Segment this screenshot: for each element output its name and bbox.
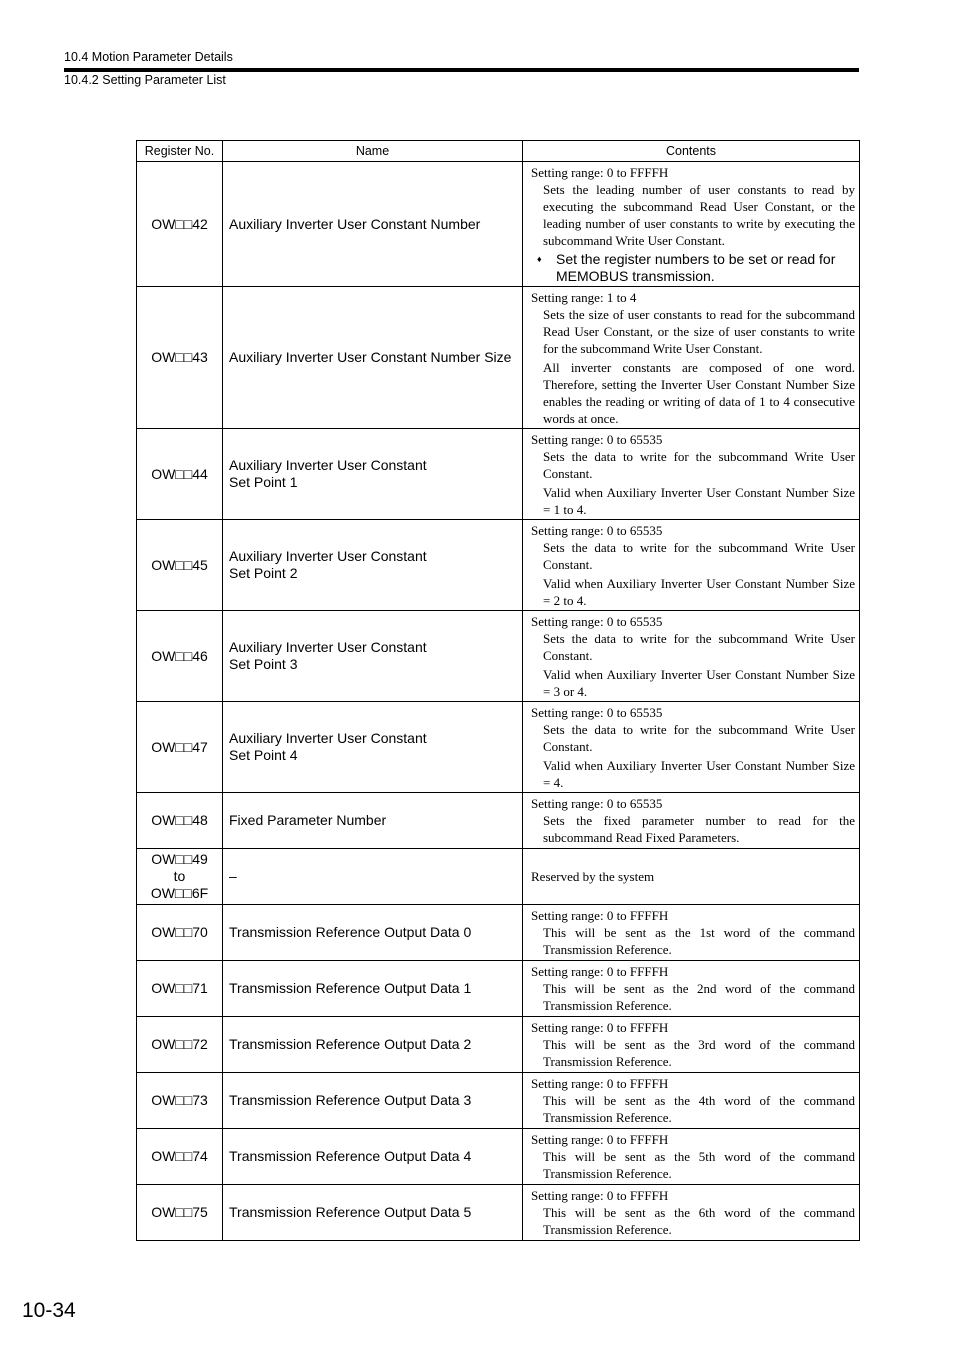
table-row — [137, 162, 860, 287]
table-row — [137, 905, 860, 961]
register-number: OW□□43 — [137, 287, 223, 429]
parameter-name: Transmission Reference Output Data 0 — [223, 905, 523, 961]
table-row — [137, 961, 860, 1017]
description-text: Reserved by the system — [531, 869, 655, 884]
parameter-contents — [523, 520, 860, 611]
description-text: Sets the data to write for the subcommand Write User Constant. — [543, 539, 855, 572]
table-row — [137, 849, 860, 905]
description-text: This will be sent as the 6th word of the command Transmission Reference. — [543, 1205, 855, 1237]
parameter-name: Fixed Parameter Number — [223, 793, 523, 849]
name-line: Auxiliary Inverter User Constant — [229, 548, 427, 564]
parameter-contents — [523, 793, 860, 849]
parameter-name: Transmission Reference Output Data 2 — [223, 1017, 523, 1073]
register-number: OW□□75 — [137, 1185, 223, 1241]
table-row — [137, 793, 860, 849]
description-text: This will be sent as the 5th word of the command Transmission Reference. — [543, 1149, 855, 1181]
parameter-contents — [523, 611, 860, 702]
setting-range: Setting range: 0 to FFFFH — [531, 164, 669, 180]
parameter-name — [223, 611, 523, 702]
parameter-contents — [523, 702, 860, 793]
description-text: Valid when Auxiliary Inverter User Constant Number Size = 2 to 4. — [543, 575, 855, 608]
setting-range: Setting range: 0 to 65535 — [531, 796, 663, 811]
setting-range: Setting range: 0 to FFFFH — [531, 1020, 669, 1035]
parameter-name: Transmission Reference Output Data 3 — [223, 1073, 523, 1129]
table-row — [137, 702, 860, 793]
setting-range: Setting range: 0 to 65535 — [531, 704, 663, 720]
parameter-contents — [523, 162, 860, 287]
register-line: OW□□6F — [150, 885, 209, 901]
parameter-name — [223, 702, 523, 793]
table-row — [137, 520, 860, 611]
table-row — [137, 611, 860, 702]
parameter-name: Transmission Reference Output Data 4 — [223, 1129, 523, 1185]
register-number: OW□□44 — [137, 429, 223, 520]
parameter-contents — [523, 1185, 860, 1241]
parameter-contents — [523, 1129, 860, 1185]
parameter-name: Transmission Reference Output Data 1 — [223, 961, 523, 1017]
description-text: Valid when Auxiliary Inverter User Constant Number Size = 1 to 4. — [543, 484, 855, 517]
name-line: Set Point 4 — [229, 747, 298, 763]
page-number: 10-34 — [22, 1299, 76, 1322]
column-header-name: Name — [223, 141, 523, 162]
setting-range: Setting range: 0 to 65535 — [531, 431, 663, 447]
name-line: Auxiliary Inverter User Constant — [229, 457, 427, 473]
table-row — [137, 1073, 860, 1129]
bullet-note: ♦ Set the register numbers to be set or read for MEMOBUS transmission. — [531, 251, 855, 285]
description-text: Sets the leading number of user constants to read by executing the subcommand Read User Constant, or the leading number of user constants to write by executing the subcommand Write User Constant. — [543, 181, 855, 248]
parameter-contents — [523, 1017, 860, 1073]
register-line: OW□□49 — [151, 851, 208, 867]
description-text: Valid when Auxiliary Inverter User Constant Number Size = 3 or 4. — [543, 666, 855, 699]
parameter-contents — [523, 849, 860, 905]
setting-range: Setting range: 0 to 65535 — [531, 522, 663, 538]
setting-range: Setting range: 1 to 4 — [531, 289, 637, 305]
description-text: This will be sent as the 3rd word of the command Transmission Reference. — [543, 1037, 855, 1069]
table-row — [137, 1185, 860, 1241]
register-number: OW□□71 — [137, 961, 223, 1017]
register-number: OW□□47 — [137, 702, 223, 793]
name-line: Set Point 2 — [229, 565, 298, 581]
description-text: Valid when Auxiliary Inverter User Constant Number Size = 4. — [543, 757, 855, 790]
table-row — [137, 1017, 860, 1073]
section-header: 10.4 Motion Parameter Details — [64, 50, 233, 64]
column-header-register: Register No. — [137, 141, 223, 162]
table-row — [137, 1129, 860, 1185]
description-text: Sets the size of user constants to read for the subcommand Read User Constant, or the size of user constants to write for the subcommand Write User Constant. — [543, 306, 855, 356]
description-text: Sets the data to write for the subcommand Write User Constant. — [543, 630, 855, 663]
parameter-contents — [523, 905, 860, 961]
description-text: Sets the fixed parameter number to read for the subcommand Read Fixed Parameters. — [543, 813, 855, 845]
setting-range: Setting range: 0 to FFFFH — [531, 1076, 669, 1091]
description-text: This will be sent as the 1st word of the command Transmission Reference. — [543, 925, 855, 957]
description-text: Sets the data to write for the subcommand Write User Constant. — [543, 721, 855, 754]
register-line: to — [173, 868, 186, 884]
table-row — [137, 287, 860, 429]
parameter-name: Transmission Reference Output Data 5 — [223, 1185, 523, 1241]
description-text: This will be sent as the 4th word of the command Transmission Reference. — [543, 1093, 855, 1125]
register-number: OW□□74 — [137, 1129, 223, 1185]
parameter-contents — [523, 287, 860, 429]
register-number: OW□□72 — [137, 1017, 223, 1073]
table-header-row — [137, 141, 860, 162]
name-line: Set Point 3 — [229, 656, 298, 672]
subsection-header: 10.4.2 Setting Parameter List — [64, 73, 226, 87]
register-number: OW□□73 — [137, 1073, 223, 1129]
setting-range: Setting range: 0 to 65535 — [531, 613, 663, 629]
description-text: Sets the data to write for the subcommand Write User Constant. — [543, 448, 855, 481]
description-text: All inverter constants are composed of one word. Therefore, setting the Inverter User Constant Number Size enables the reading or writing of data of 1 to 4 consecutive words at once. — [543, 359, 855, 426]
parameter-contents — [523, 961, 860, 1017]
parameter-contents — [523, 1073, 860, 1129]
parameter-name: Auxiliary Inverter User Constant Number — [223, 162, 523, 287]
table-body — [137, 162, 860, 1241]
parameter-name — [223, 520, 523, 611]
setting-range: Setting range: 0 to FFFFH — [531, 1188, 669, 1203]
column-header-contents: Contents — [523, 141, 860, 162]
setting-range: Setting range: 0 to FFFFH — [531, 908, 669, 923]
setting-range: Setting range: 0 to FFFFH — [531, 1132, 669, 1147]
description-text: This will be sent as the 2nd word of the command Transmission Reference. — [543, 981, 855, 1013]
parameter-contents — [523, 429, 860, 520]
register-number: OW□□42 — [137, 162, 223, 287]
register-number: OW□□46 — [137, 611, 223, 702]
setting-range: Setting range: 0 to FFFFH — [531, 964, 669, 979]
table-row — [137, 429, 860, 520]
header-rule — [64, 68, 859, 72]
name-line: Set Point 1 — [229, 474, 298, 490]
register-number: OW□□45 — [137, 520, 223, 611]
parameter-name: – — [223, 849, 523, 905]
parameter-table — [136, 140, 860, 1241]
register-number — [137, 849, 223, 905]
name-line: Auxiliary Inverter User Constant — [229, 730, 427, 746]
parameter-name: Auxiliary Inverter User Constant Number Size — [223, 287, 523, 429]
name-line: Auxiliary Inverter User Constant — [229, 639, 427, 655]
parameter-name — [223, 429, 523, 520]
register-number: OW□□48 — [137, 793, 223, 849]
register-number: OW□□70 — [137, 905, 223, 961]
